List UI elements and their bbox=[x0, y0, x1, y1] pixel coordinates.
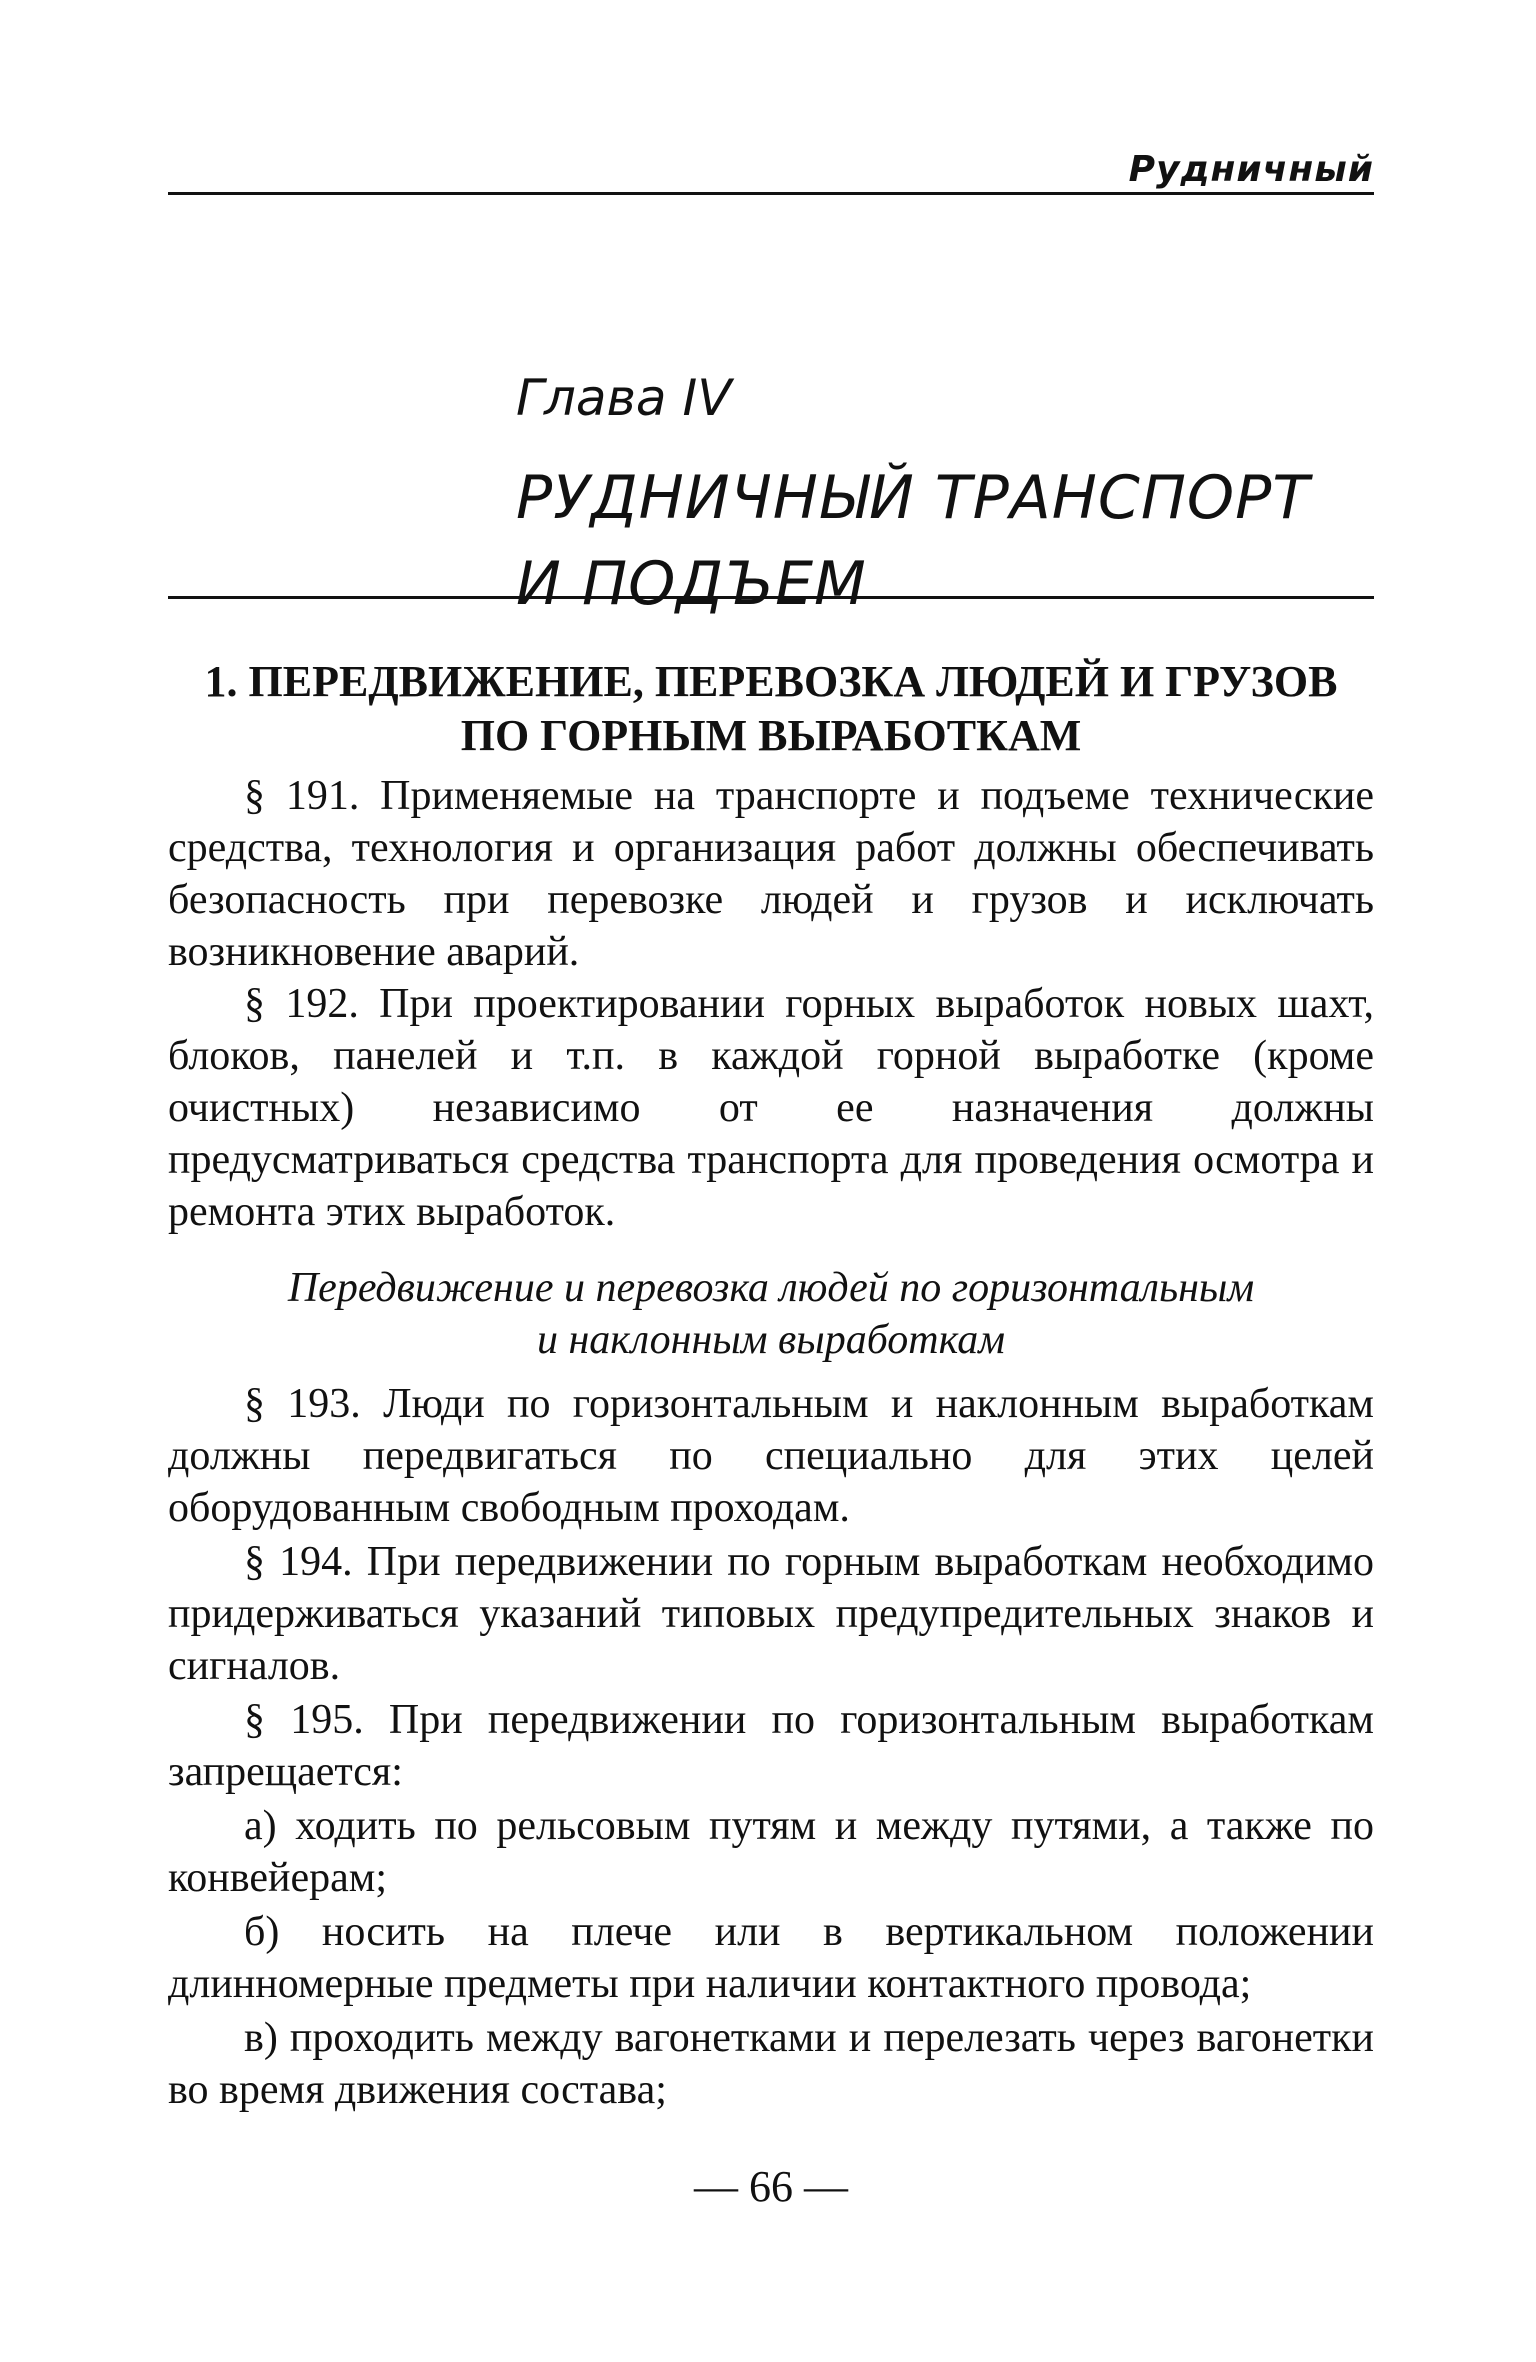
list-item-a: а) ходить по рельсовым путям и между путями, а также по конвейерам; bbox=[168, 1803, 1374, 1901]
paragraph-195: § 195. При передвижении по горизонтальным выработкам запрещается: bbox=[168, 1697, 1374, 1795]
chapter-title: РУДНИЧНЫЙ ТРАНСПОРТ И ПОДЪЕМ bbox=[516, 463, 1310, 619]
list-item-c: в) проходить между вагонетками и перелезать через вагонетки во время движения состава; bbox=[168, 2015, 1374, 2113]
paragraph-192: § 192. При проектировании горных выработок новых шахт, блоков, панелей и т.п. в каждой горной выработке (кроме очистных) независимо от ее назначения должны предусматриваться средства транспорта для проведения осмотра и ремонта этих выработок. bbox=[168, 981, 1374, 1235]
running-head: Рудничный bbox=[168, 148, 1374, 195]
subheading-line-2: и наклонным выработкам bbox=[536, 1317, 1006, 1363]
paragraph-193: § 193. Люди по горизонтальным и наклонным выработкам должны передвигаться по специально для этих целей оборудованным свободным проходам. bbox=[168, 1381, 1374, 1531]
paragraph-194: § 194. При передвижении по горным выработкам необходимо придерживаться указаний типовых предупредительных знаков и сигналов. bbox=[168, 1539, 1374, 1689]
paragraph-191: § 191. Применяемые на транспорте и подъеме технические средства, технология и организация работ должны обеспечивать безопасность при перевозке людей и грузов и исключать возникновение аварий. bbox=[168, 773, 1374, 975]
chapter-label: Глава IV bbox=[516, 369, 732, 427]
section-title: 1. ПЕРЕДВИЖЕНИЕ, ПЕРЕВОЗКА ЛЮДЕЙ И ГРУЗОВ ПО ГОРНЫМ ВЫРАБОТКАМ bbox=[204, 657, 1338, 760]
page-number: — 66 — bbox=[694, 2162, 848, 2211]
list-item-b: б) носить на плече или в вертикальном положении длинномерные предметы при наличии контактного провода; bbox=[168, 1909, 1374, 2007]
chapter-divider bbox=[168, 596, 1374, 599]
subheading-line-1: Передвижение и перевозка людей по горизонтальным bbox=[287, 1265, 1255, 1311]
